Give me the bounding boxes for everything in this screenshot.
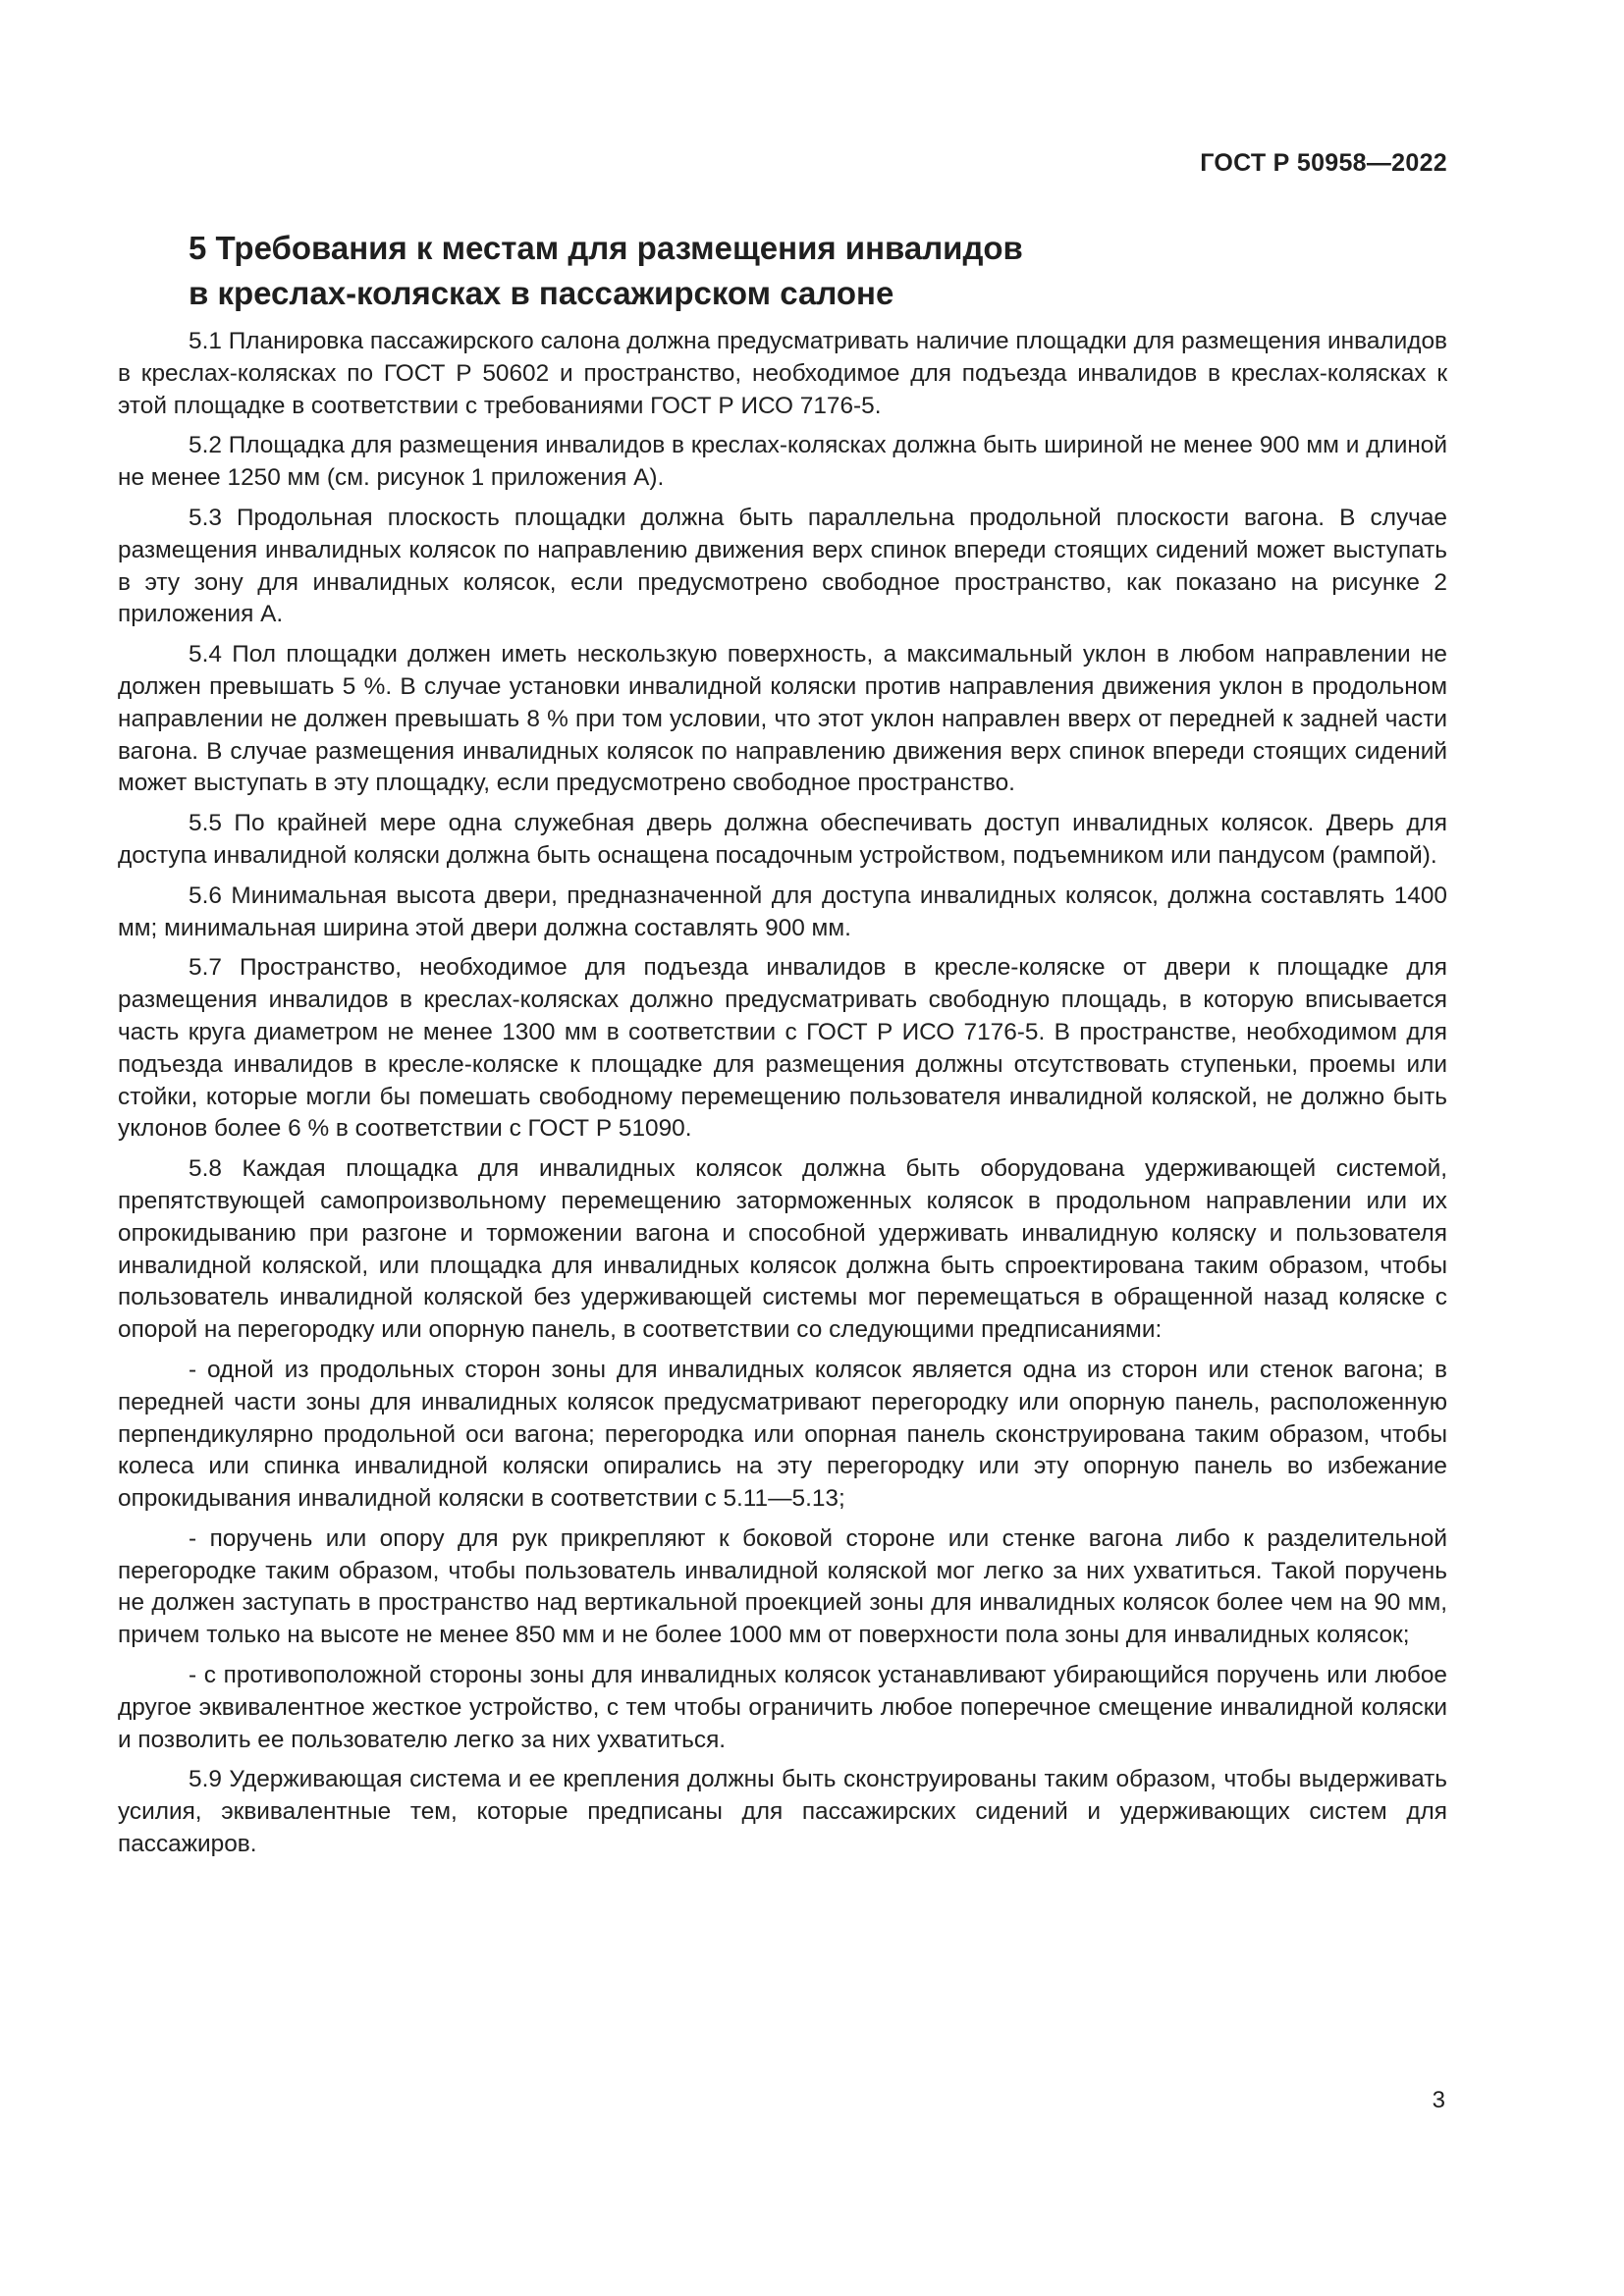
paragraph-5-5: 5.5 По крайней мере одна служебная дверь должна обеспечивать доступ инвалидных колясок. Дверь для доступа инвалидной коляски должна быть оснащена посадочным устройством, подъемником или пандусом (рампой).: [118, 810, 1447, 869]
paragraph-5-7: 5.7 Пространство, необходимое для подъезда инвалидов в кресле-коляске от двери к площадке для размещения инвалидов в креслах-колясках должно предусматривать свободную площадь, в которую вписывается часть круга диаметром не менее 1300 мм в соответствии с ГОСТ Р ИСО 7176-5. В пространстве, необходимом для подъезда инвалидов в кресле-коляске к площадке для размещения должны отсутствовать ступеньки, проемы или стойки, которые могли бы помешать свободному перемещению пользователя инвалидной коляской, не должно быть уклонов более 6 % в соответствии с ГОСТ Р 51090.: [118, 954, 1447, 1143]
section-title-line-2: в креслах-колясках в пассажирском салоне: [189, 275, 894, 311]
paragraph-5-3: 5.3 Продольная плоскость площадки должна быть параллельна продольной плоскости вагона. В случае размещения инвалидных колясок по направлению движения верх спинок впереди стоящих сидений может выступать в эту зону для инвалидных колясок, если предусмотрено свободное пространство, как показано на рисунке 2 приложения А.: [118, 504, 1447, 628]
paragraph-5-9: 5.9 Удерживающая система и ее крепления должны быть сконструированы таким образом, чтобы выдерживать усилия, эквивалентные тем, которые предписаны для пассажирских сидений и удерживающих систем для пассажиров.: [118, 1766, 1447, 1858]
standard-number: ГОСТ Р 50958—2022: [1200, 149, 1447, 177]
paragraph-5-4: 5.4 Пол площадки должен иметь нескользкую поверхность, а максимальный уклон в любом направлении не должен превышать 5 %. В случае установки инвалидной коляски против направления движения уклон в продольном направлении не должен превышать 8 % при том условии, что этот уклон направлен вверх от передней к задней части вагона. В случае размещения инвалидных колясок по направлению движения верх спинок впереди стоящих сидений может выступать в эту площадку, если предусмотрено свободное пространство.: [118, 641, 1447, 797]
bullet-item-3: - с противоположной стороны зоны для инвалидных колясок устанавливают убирающийся поручень или любое другое эквивалентное жесткое устройство, с тем чтобы ограничить любое поперечное смещение инвалидной коляски и позволить ее пользователю легко за них ухватиться.: [118, 1662, 1447, 1753]
section-body: [118, 326, 1447, 1869]
bullet-item-2: - поручень или опору для рук прикрепляют к боковой стороне или стенке вагона либо к разделительной перегородке таким образом, чтобы пользователь инвалидной коляской мог легко за них ухватиться. Такой поручень не должен заступать в пространство над вертикальной проекцией зоны для инвалидных колясок более чем на 90 мм, причем только на высоте не менее 850 мм и не более 1000 мм от поверхности пола зоны для инвалидных колясок;: [118, 1524, 1447, 1649]
paragraph-5-2: 5.2 Площадка для размещения инвалидов в креслах-колясках должна быть шириной не менее 900 мм и длиной не менее 1250 мм (см. рисунок 1 приложения А).: [118, 432, 1447, 492]
section-title-line-1: 5 Требования к местам для размещения инвалидов: [189, 230, 1023, 266]
page-number: 3: [1432, 2087, 1445, 2113]
bullet-item-1: - одной из продольных сторон зоны для инвалидных колясок является одна из сторон или стенок вагона; в передней части зоны для инвалидных колясок предусматривают перегородку или опорную панель, расположенную перпендикулярно продольной оси вагона; перегородка или опорная панель сконструирована таким образом, чтобы колеса или спинка инвалидной коляски опирались на эту перегородку или эту опорную панель во избежание опрокидывания инвалидной коляски в соответствии с 5.11—5.13;: [118, 1356, 1447, 1513]
paragraph-5-8: 5.8 Каждая площадка для инвалидных колясок должна быть оборудована удерживающей системой, препятствующей самопроизвольному перемещению заторможенных колясок в продольном направлении или их опрокидыванию при разгоне и торможении вагона и способной удерживать инвалидную коляску и пользователя инвалидной коляской, или площадка для инвалидных колясок должна быть спроектирована таким образом, чтобы пользователь инвалидной коляской без удерживающей системы мог перемещаться в обращенной назад коляске с опорой на перегородку или опорную панель, в соответствии со следующими предписаниями:: [118, 1155, 1447, 1344]
paragraph-5-6: 5.6 Минимальная высота двери, предназначенной для доступа инвалидных колясок, должна составлять 1400 мм; минимальная ширина этой двери должна составлять 900 мм.: [118, 881, 1447, 941]
paragraph-5-1: 5.1 Планировка пассажирского салона должна предусматривать наличие площадки для размещения инвалидов в креслах-колясках по ГОСТ Р 50602 и пространство, необходимое для подъезда инвалидов в креслах-колясках к этой площадке в соответствии с требованиями ГОСТ Р ИСО 7176-5.: [118, 328, 1447, 419]
section-title: [189, 226, 1269, 316]
